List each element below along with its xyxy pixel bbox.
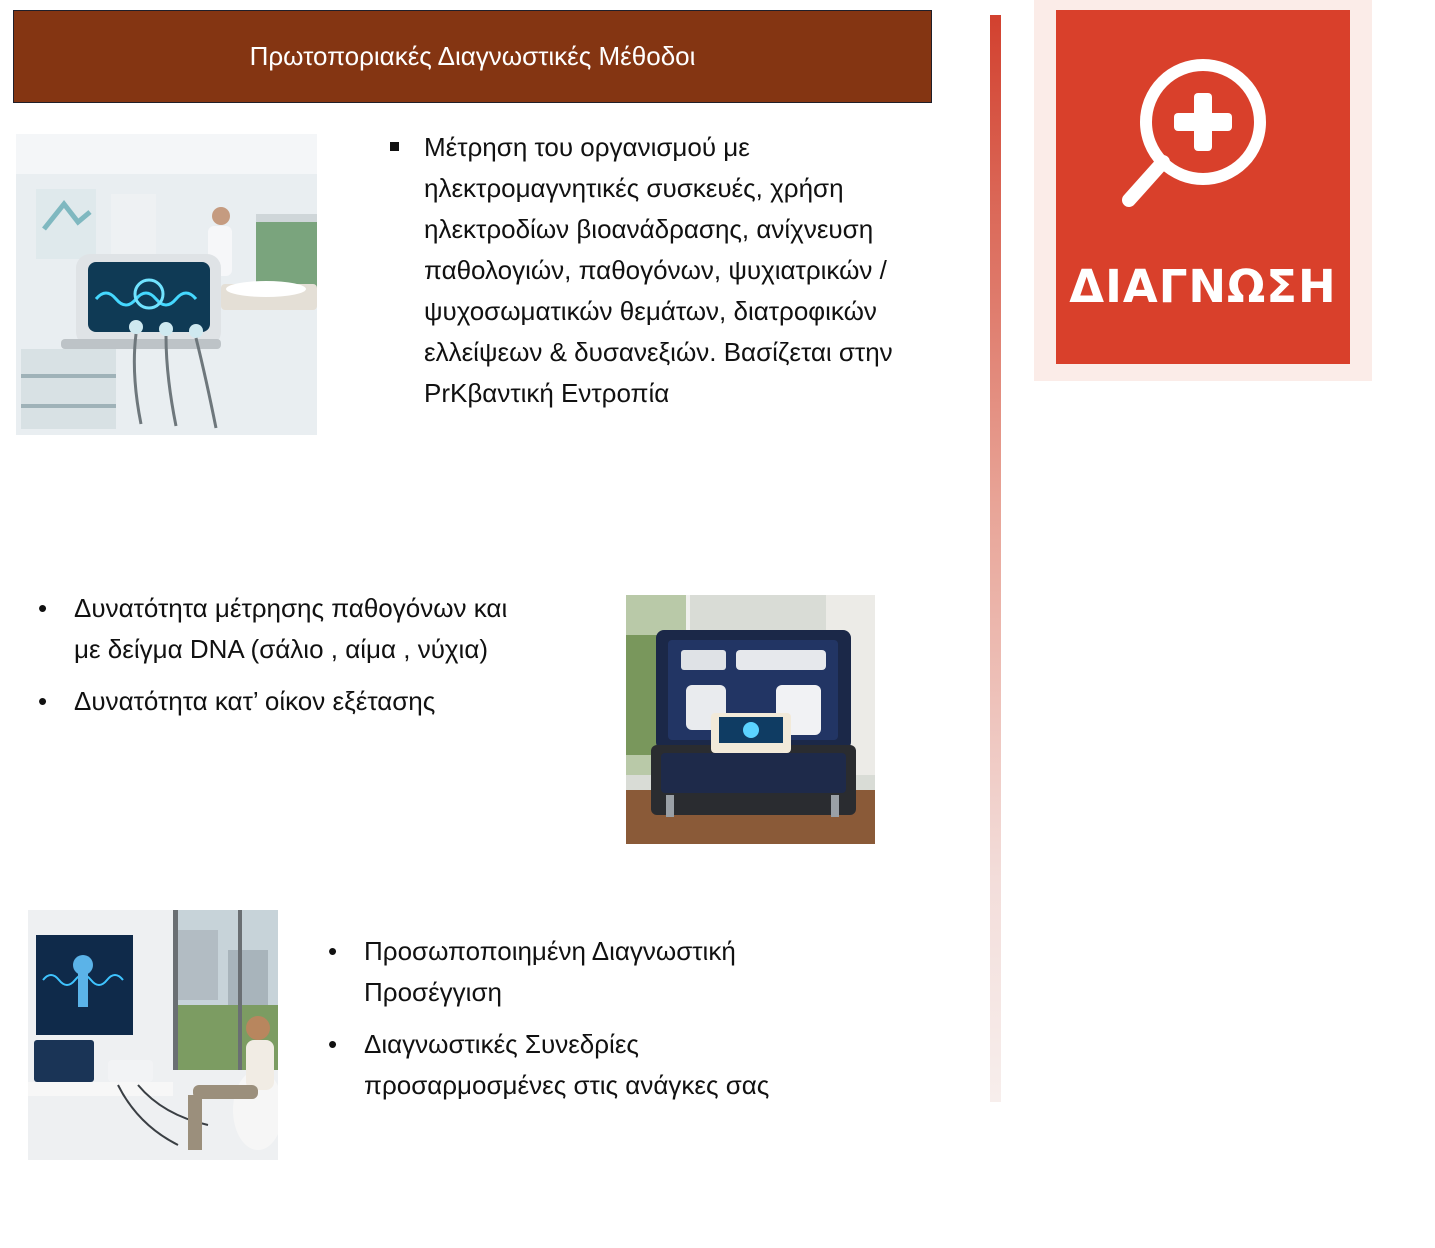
section1-list	[388, 127, 918, 414]
section3-item-text: Διαγνωστικές Συνεδρίες προσαρμοσμένες στις ανάγκες σας	[364, 1029, 770, 1100]
section1-text	[388, 127, 918, 425]
page-title: Πρωτοποριακές Διαγνωστικές Μέθοδοι	[249, 41, 696, 71]
list-item	[38, 588, 538, 670]
list-item	[388, 127, 918, 414]
dot-bullet-icon: •	[328, 936, 338, 966]
portable-kit-image	[626, 595, 875, 844]
section2-item-text: Δυνατότητα μέτρησης παθογόνων και με δείγμα DNA (σάλιο , αίμα , νύχια)	[74, 593, 508, 664]
square-bullet-icon	[390, 142, 399, 151]
section3-item-text: Προσωποποιημένη Διαγνωστική Προσέγγιση	[364, 936, 736, 1007]
dot-bullet-icon: •	[38, 686, 48, 716]
page-title-banner	[13, 10, 932, 103]
consultation-room-image	[28, 910, 278, 1160]
section3-text	[328, 931, 848, 1117]
list-item	[328, 1024, 848, 1106]
list-item	[38, 681, 538, 722]
vertical-divider	[990, 15, 1001, 1102]
section2-text	[38, 588, 538, 733]
list-item	[328, 931, 848, 1013]
section2-item-text: Δυνατότητα κατ’ οίκον εξέτασης	[74, 686, 436, 716]
diagnosis-badge	[1034, 0, 1372, 381]
section2-list	[38, 588, 538, 722]
diagnosis-badge-panel	[1056, 10, 1350, 364]
section1-item-text: Μέτρηση του οργανισμού με ηλεκτρομαγνητικές συσκευές, χρήση ηλεκτροδίων βιοανάδρασης, ανίχνευση παθολογιών, παθογόνων, ψυχιατρικών / ψυχοσωματικών θεμάτων, διατροφικών ελλείψεων & δυσανεξιών. Βασίζεται στην PrΚβαντική Εντροπία	[424, 132, 893, 408]
section3-list	[328, 931, 848, 1106]
diagnosis-label: ΔΙΑΓΝΩΣΗ	[1069, 260, 1337, 313]
dot-bullet-icon: •	[38, 593, 48, 623]
clinic-device-image	[16, 134, 317, 435]
dot-bullet-icon: •	[328, 1029, 338, 1059]
magnifier-plus-icon	[1056, 10, 1350, 230]
